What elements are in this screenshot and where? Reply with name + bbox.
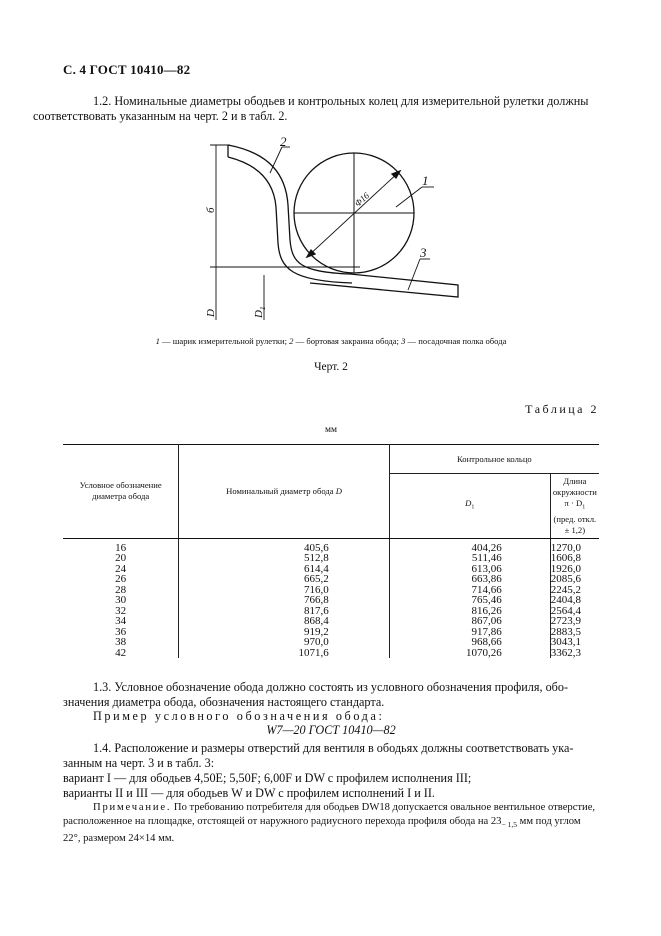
table-cell: 36 xyxy=(115,625,127,638)
table-cell: 30 xyxy=(115,594,127,607)
table-cell: 867,06 xyxy=(389,616,550,627)
dim-phi: Φ16 xyxy=(352,190,372,209)
table-row xyxy=(63,564,599,575)
label-2: 2 xyxy=(280,135,287,149)
table-cell: 34 xyxy=(115,615,127,628)
table-cell: 42 xyxy=(115,646,127,659)
table-row xyxy=(63,648,599,659)
table-cell: 1606,8 xyxy=(550,553,599,564)
table-cell: 2085,6 xyxy=(550,574,599,585)
paragraph-1-3: 1.3. Условное обозначение обода должно состоять из условного обозначения профиля, обо- значения диаметра обода, обозначения настоящего стандарта. xyxy=(63,680,569,709)
table-row xyxy=(63,637,599,648)
example-heading: Пример условного обозначения обода: xyxy=(93,709,385,723)
table-row xyxy=(63,585,599,596)
table-cell: 816,26 xyxy=(389,606,550,617)
table-cell: 765,46 xyxy=(389,595,550,606)
table-cell: 970,0 xyxy=(179,637,389,648)
table-cell: 1926,0 xyxy=(550,564,599,575)
table-cell: 2723,9 xyxy=(550,616,599,627)
table-cell: 32 xyxy=(115,604,127,617)
units-label: мм xyxy=(324,425,338,435)
table-cell: 663,86 xyxy=(389,574,550,585)
col1-header: Условное обозначение диаметра обода xyxy=(63,445,179,539)
table-row xyxy=(63,627,599,638)
table-cell: 24 xyxy=(115,562,127,575)
table-cell: 868,4 xyxy=(179,616,389,627)
table-cell: 28 xyxy=(115,583,127,596)
paragraph-1-4: 1.4. Расположение и размеры отверстий для вентиля в ободьях должны соответствовать ука- занным на черт. 3 и в табл. 3: вариант I — для ободьев 4,50Е; 5,50F; 6,00F и DW с профилем исполнения III; варианты II и III — для ободьев W и DW с профилем исполнений I и II. xyxy=(63,741,574,800)
table-cell: 3362,3 xyxy=(550,648,599,659)
table-cell: 511,46 xyxy=(389,553,550,564)
col3-header: $D_1$ xyxy=(389,474,550,539)
table-cell: 1070,26 xyxy=(389,648,550,659)
example-designation: W7—20 ГОСТ 10410—82 xyxy=(266,723,396,737)
dim-D: D xyxy=(205,309,217,317)
table-cell: 38 xyxy=(115,636,127,649)
table-cell: 404,26 xyxy=(389,538,550,553)
table-cell: 716,0 xyxy=(179,585,389,596)
table-cell: 512,8 xyxy=(179,553,389,564)
table-row xyxy=(63,574,599,585)
table-cell: 2404,8 xyxy=(550,595,599,606)
table-title: Таблица 2 xyxy=(525,402,599,416)
dim-D1: $D_1$ xyxy=(253,306,267,318)
table-cell: 2883,5 xyxy=(550,627,599,638)
page-header: С. 4 ГОСТ 10410—82 xyxy=(63,62,191,77)
note: Примечание. По требованию потребителя для ободьев DW18 допускается овальное вентильное отверстие, расположенное на площадке, отстоящей от наружного радиусного перехода профиля обода на $23_{- 1,5}$ мм под углом 22°, размером 24×14 мм. xyxy=(63,802,596,845)
group-header: Контрольное кольцо xyxy=(389,445,599,474)
table-cell: 2245,2 xyxy=(550,585,599,596)
figure-caption: 1 — шарик измерительной рулетки; 2 — бортовая закраина обода; 3 — посадочная полка обода xyxy=(155,336,507,346)
table-cell: 714,66 xyxy=(389,585,550,596)
table-cell: 665,2 xyxy=(179,574,389,585)
table-cell: 16 xyxy=(115,541,127,554)
table-row xyxy=(63,595,599,606)
table-cell: 968,66 xyxy=(389,637,550,648)
paragraph-1-2 xyxy=(33,94,599,124)
table-cell: 3043,1 xyxy=(550,637,599,648)
table-cell: 613,06 xyxy=(389,564,550,575)
table-cell: 1270,0 xyxy=(550,538,599,553)
table-cell: 917,86 xyxy=(389,627,550,638)
table-cell: 817,6 xyxy=(179,606,389,617)
table-2 xyxy=(63,444,599,658)
col2-header: Номинальный диаметр обода D xyxy=(179,445,389,539)
table-row xyxy=(63,616,599,627)
table-cell: 405,6 xyxy=(179,538,389,553)
table-row xyxy=(63,553,599,564)
table-cell: 20 xyxy=(115,552,127,565)
label-1: 1 xyxy=(422,173,429,188)
figure-chert-2 xyxy=(200,135,470,330)
table-row xyxy=(63,606,599,617)
table-cell: 614,4 xyxy=(179,564,389,575)
p12-line2: соответствовать указанным на черт. 2 и в табл. 2. xyxy=(33,109,288,123)
chert-label: Черт. 2 xyxy=(314,361,348,373)
table-row xyxy=(63,538,599,553)
table-cell: 1071,6 xyxy=(179,648,389,659)
col4-header: Длина окружности $\pi \cdot D_1$ (пред. откл. ± 1,2) xyxy=(550,474,599,539)
table-cell: 919,2 xyxy=(179,627,389,638)
table-cell: 26 xyxy=(115,573,127,586)
table-cell: 2564,4 xyxy=(550,606,599,617)
p12-line1: 1.2. Номинальные диаметры ободьев и контрольных колец для измерительной рулетки должны xyxy=(93,94,589,108)
table-cell: 766,8 xyxy=(179,595,389,606)
dim-b: б xyxy=(205,207,217,213)
label-3: 3 xyxy=(420,245,427,260)
